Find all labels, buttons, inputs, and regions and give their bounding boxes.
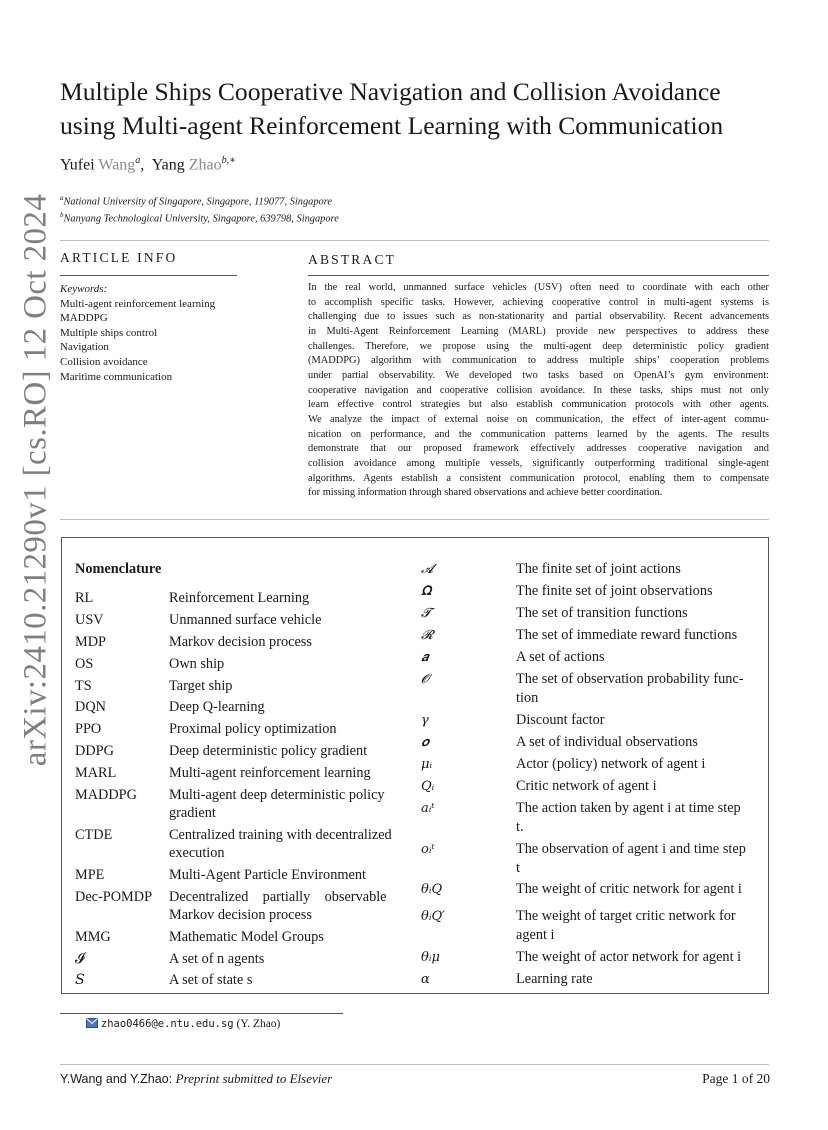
nomenclature-symbol: Qᵢ [421, 779, 435, 794]
abstract-line: challenges. Therefore, we propose using the multi-agent deep deterministic policy gradient [308, 340, 769, 352]
mail-icon [86, 1018, 101, 1030]
abstract-line: We analyze the impact of external noise on communication, the effect of inter-agent commu- [308, 413, 769, 425]
nomenclature-desc: A set of state s [169, 972, 253, 988]
author-first-name: Yang [151, 156, 185, 174]
nomenclature-desc: The weight of target critic network for [516, 908, 736, 924]
nomenclature-symbol: 𝒂 [421, 650, 429, 665]
nomenclature-desc: The set of observation probability func- [516, 671, 744, 687]
nomenclature-desc: The observation of agent i and time step [516, 841, 746, 857]
abstract-body [308, 281, 769, 501]
nomenclature-symbol: oᵢᵗ [421, 842, 435, 857]
abstract-line: learn effective control strategies but also establish communication protocols with other agents. [308, 399, 769, 411]
nomenclature-symbol: 𝛀 [421, 584, 432, 599]
affiliation-text: Nanyang Technological University, Singapore, 639798, Singapore [63, 213, 339, 225]
nomenclature-symbol: 𝓣 [421, 606, 431, 621]
affiliation [60, 194, 332, 207]
author-sup: a [135, 155, 141, 166]
nomenclature-abbr: 𝑆 [75, 972, 85, 988]
abstract-line: challenging due to issues such as non-stationarity and partial observability. Recent advancements [308, 311, 769, 323]
nomenclature-desc: Unmanned surface vehicle [169, 612, 322, 628]
nomenclature-desc: agent i [516, 927, 555, 943]
nomenclature-desc: Discount factor [516, 712, 605, 728]
nomenclature-symbol: θᵢQ′ [421, 909, 446, 924]
nomenclature-abbr: OS [75, 656, 94, 672]
abstract-line: In the real world, unmanned surface vehicles (USV) often need to coordinate with each other [308, 282, 769, 293]
arxiv-identifier: arXiv:2410.21290v1 [cs.RO] 12 Oct 2024 [17, 193, 54, 767]
footer-status: Preprint submitted to Elsevier [175, 1071, 333, 1086]
nomenclature-abbr: 𝓘 [75, 951, 85, 967]
nomenclature-symbol: α [421, 972, 430, 987]
nomenclature-desc: A set of n agents [169, 951, 265, 967]
nomenclature-abbr: TS [75, 678, 92, 694]
affiliation-text: National University of Singapore, Singapore, 119077, Singapore [63, 196, 333, 208]
nomenclature-desc: Markov decision process [169, 907, 312, 923]
nomenclature-desc: execution [169, 845, 225, 861]
abstract-line: nication on performance, and the communication patterns learned by the agents. The results [308, 428, 769, 440]
nomenclature-abbr: USV [75, 612, 104, 628]
nomenclature-desc: A set of actions [516, 649, 605, 665]
nomenclature-symbol: μᵢ [421, 757, 433, 772]
footnote-name: (Y. Zhao) [236, 1018, 281, 1030]
nomenclature-symbol: 𝓡 [421, 628, 434, 643]
nomenclature-symbol: 𝒐 [421, 735, 429, 750]
abstract-line: cooperative navigation and cooperative collision avoidance. In these tasks, ships must not only [308, 384, 769, 396]
nomenclature-symbol: 𝓞 [421, 672, 430, 687]
divider [60, 240, 769, 241]
nomenclature-abbr: MPE [75, 867, 105, 883]
abstract-line: demonstrate that our proposed framework effectively addresses cooperative navigation and [308, 443, 769, 455]
footnote-email[interactable]: zhao0466@e.ntu.edu.sg [100, 1018, 234, 1030]
nomenclature-abbr: MARL [75, 765, 117, 781]
nomenclature-desc: t [516, 860, 520, 876]
nomenclature-desc: Mathematic Model Groups [169, 929, 324, 945]
nomenclature-abbr: CTDE [75, 827, 113, 843]
title-line: Multiple Ships Cooperative Navigation and Collision Avoidance [60, 77, 721, 106]
footer-left [60, 1071, 332, 1087]
paper-title [60, 75, 780, 143]
nomenclature-desc: Actor (policy) network of agent i [516, 756, 706, 772]
author-first-name: Yufei [60, 156, 95, 174]
abstract-line: under partial observability. We developed two tasks based on OpenAI’s gym environment: [308, 369, 769, 381]
nomenclature-desc: The action taken by agent i at time step [516, 800, 741, 816]
nomenclature-desc: The finite set of joint observations [516, 583, 713, 599]
keyword: Multiple ships control [60, 326, 158, 339]
nomenclature-abbr: DQN [75, 699, 106, 715]
page-number: Page 1 of 20 [702, 1071, 770, 1086]
affiliation-sup: a [60, 194, 64, 202]
nomenclature-desc: Target ship [169, 678, 233, 694]
divider [308, 275, 769, 276]
nomenclature-desc: Multi-agent deep deterministic policy [169, 787, 385, 803]
abstract-heading: ABSTRACT [308, 252, 397, 267]
keywords-label: Keywords: [60, 283, 108, 295]
article-info-heading: ARTICLE INFO [60, 250, 178, 265]
nomenclature-desc: Markov decision process [169, 634, 312, 650]
nomenclature-desc: Decentralized partially observable [169, 889, 387, 905]
divider [60, 275, 237, 276]
keyword: Navigation [60, 341, 109, 354]
nomenclature-desc: Reinforcement Learning [169, 590, 310, 606]
nomenclature-abbr: MMG [75, 929, 111, 945]
title-line: using Multi-agent Reinforcement Learning with Communication [60, 111, 724, 140]
affiliation [60, 211, 339, 224]
nomenclature-desc: The set of transition functions [516, 605, 688, 621]
divider [60, 1064, 769, 1065]
keyword: MADDPG [60, 312, 108, 325]
nomenclature-desc: The finite set of joint actions [516, 561, 681, 577]
nomenclature-abbr: MADDPG [75, 787, 137, 803]
nomenclature-desc: Deep Q-learning [169, 699, 265, 715]
nomenclature-abbr: RL [75, 590, 94, 606]
nomenclature-abbr: PPO [75, 721, 102, 737]
nomenclature-desc: Centralized training with decentralized [169, 827, 392, 843]
keywords-block [60, 282, 215, 384]
keyword: Collision avoidance [60, 355, 148, 368]
author-list: Yufei Wang$^a$, Yang Zhao$^{b,∗}$ [60, 155, 236, 174]
nomenclature-abbr: MDP [75, 634, 106, 650]
abstract-line: (MADDPG) algorithm with communication to address multiple ships’ cooperation problems [308, 355, 769, 367]
nomenclature-desc: Own ship [169, 656, 225, 672]
footnote [86, 1018, 280, 1030]
nomenclature-symbol: θᵢμ [421, 950, 440, 965]
author-last-name[interactable]: Zhao [188, 156, 222, 174]
author-sup: b,∗ [221, 155, 236, 166]
nomenclature-title: Nomenclature [75, 561, 162, 577]
nomenclature-symbol: aᵢᵗ [421, 801, 435, 816]
nomenclature-desc: Multi-agent reinforcement learning [169, 765, 371, 781]
nomenclature-desc: The set of immediate reward functions [516, 627, 738, 643]
nomenclature-symbol: 𝓐 [421, 562, 434, 577]
nomenclature-desc: The weight of critic network for agent i [516, 881, 742, 897]
footnote-divider [60, 1013, 343, 1014]
nomenclature-desc: tion [516, 690, 539, 706]
abstract-line: collision avoidance among multiple vessels, significantly outperforming traditional single-agent [308, 457, 769, 469]
nomenclature-desc: t. [516, 819, 524, 835]
abstract-line: for missing information through shared observations and achieve better coordination. [308, 487, 663, 499]
nomenclature-desc: The weight of actor network for agent i [516, 949, 742, 965]
nomenclature-symbol: θᵢQ [421, 882, 443, 897]
nomenclature-abbr: Dec-POMDP [75, 889, 153, 905]
footer-authors: Y.Wang and Y.Zhao: [60, 1072, 173, 1086]
nomenclature-desc: Multi-Agent Particle Environment [169, 867, 366, 883]
keyword: Maritime communication [60, 370, 173, 383]
affiliation-sup: b [60, 211, 64, 219]
nomenclature-desc: Proximal policy optimization [169, 721, 337, 737]
nomenclature-desc: A set of individual observations [516, 734, 698, 750]
abstract-line: in Multi-Agent Reinforcement Learning (MARL) provide new perspectives to address these [308, 325, 769, 337]
keyword: Multi-agent reinforcement learning [60, 297, 216, 310]
nomenclature-symbol: γ [421, 713, 429, 728]
nomenclature-desc: Deep deterministic policy gradient [169, 743, 368, 759]
abstract-line: to accomplish specific tasks. However, achieving cooperative control in multi-agent systems is [308, 296, 769, 308]
nomenclature-desc: gradient [169, 805, 216, 821]
divider [60, 519, 769, 520]
nomenclature-desc: Learning rate [516, 971, 593, 987]
abstract-line: algorithms. Agents establish a consistent communication protocol, enabling them to compensate [308, 472, 769, 484]
author-last-name[interactable]: Wang [98, 156, 136, 174]
nomenclature-abbr: DDPG [75, 743, 114, 759]
nomenclature-desc: Critic network of agent i [516, 778, 657, 794]
